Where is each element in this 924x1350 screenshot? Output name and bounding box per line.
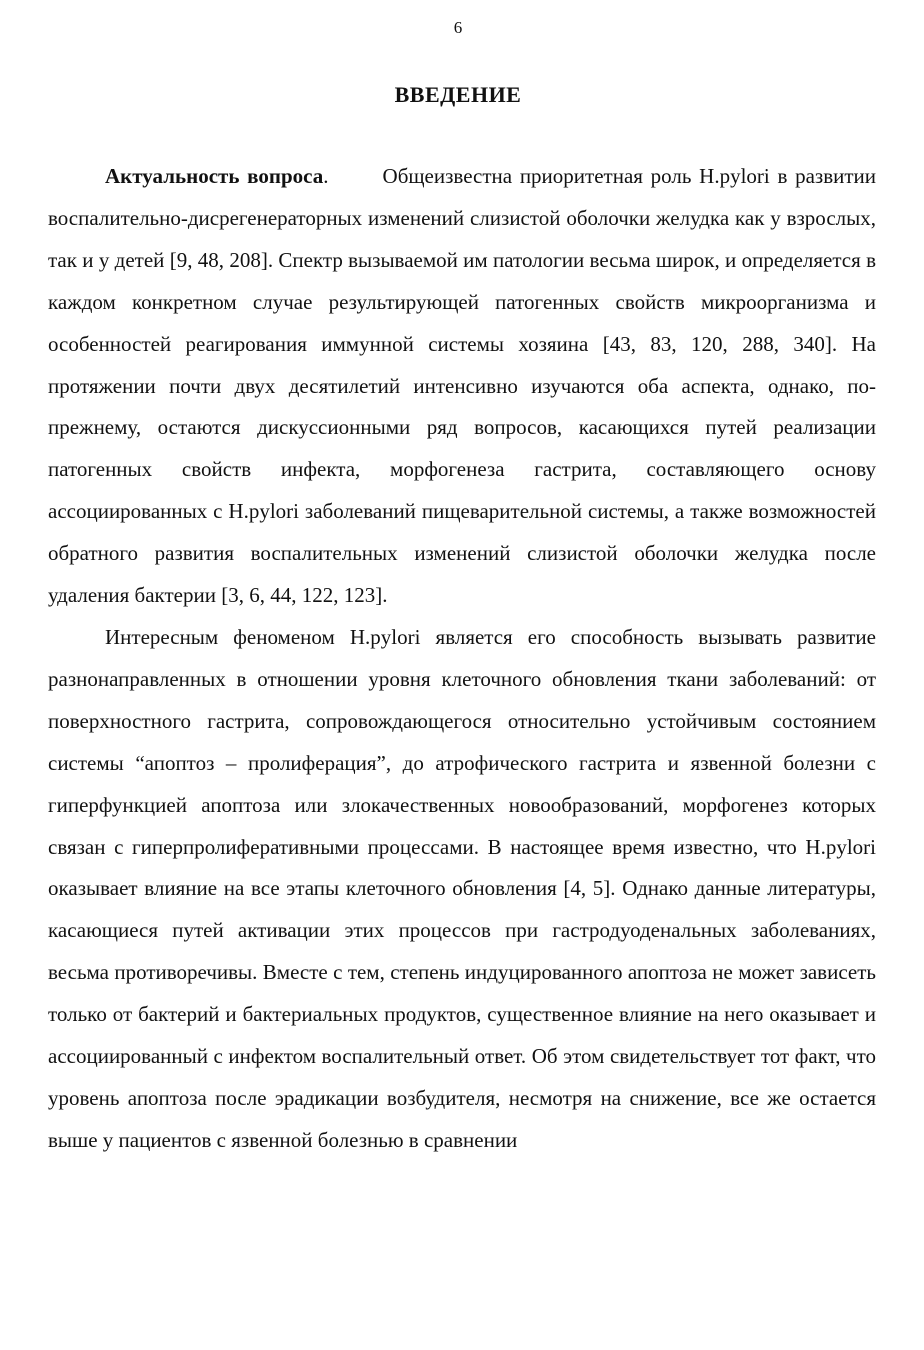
body-text [48,156,876,1162]
paragraph-relevance [48,156,876,617]
lead-in-label: Актуальность вопроса [105,164,324,188]
paragraph-relevance-text: Общеизвестна приоритетная роль H.pylori в развитии воспалительно-дисрегенераторных изменений слизистой оболочки желудка как у взрослых, так и у детей [9, 48, 208]. Спектр вызываемой им патологии весьма широк, и определяется в каждом конкретном случае результирующей патогенных свойств микроорганизма и особенностей реагирования иммунной системы хозяина [43, 83, 120, 288, 340]. На протяжении почти двух десятилетий интенсивно изучаются оба аспекта, однако, по-прежнему, остаются дискуссионными ряд вопросов, касающихся путей реализации патогенных свойств инфекта, морфогенеза гастрита, составляющего основу ассоциированных с H.pylori заболеваний пищеварительной системы, а также возможностей обратного развития воспалительных изменений слизистой оболочки желудка после удаления бактерии [3, 6, 44, 122, 123]. [48,164,877,608]
lead-in-punctuation: . [323,164,329,188]
paragraph-phenomenon [48,617,876,1162]
section-heading: ВВЕДЕНИЕ [394,82,522,107]
paragraph-phenomenon-text: Интересным феноменом H.pylori является его способность вызывать развитие разнонаправленных в отношении уровня клеточного обновления ткани заболеваний: от поверхностного гастрита, сопровождающегося относительно устойчивым состоянием системы “апоптоз – пролиферация”, до атрофического гастрита и язвенной болезни с гиперфункцией апоптоза или злокачественных новообразований, морфогенез которых связан с гиперпролиферативными процессами. В настоящее время известно, что H.pylori оказывает влияние на все этапы клеточного обновления [4, 5]. Однако данные литературы, касающиеся путей активации этих процессов при гастродуоденальных заболеваниях, весьма противоречивы. Вместе с тем, степень индуцированного апоптоза не может зависеть только от бактерий и бактериальных продуктов, существенное влияние на него оказывает и ассоциированный с инфектом воспалительный ответ. Об этом свидетельствует тот факт, что уровень апоптоза после эрадикации возбудителя, несмотря на снижение, все же остается выше у пациентов с язвенной болезнью в сравнении [48,624,876,1152]
page-number: 6 [453,18,463,37]
